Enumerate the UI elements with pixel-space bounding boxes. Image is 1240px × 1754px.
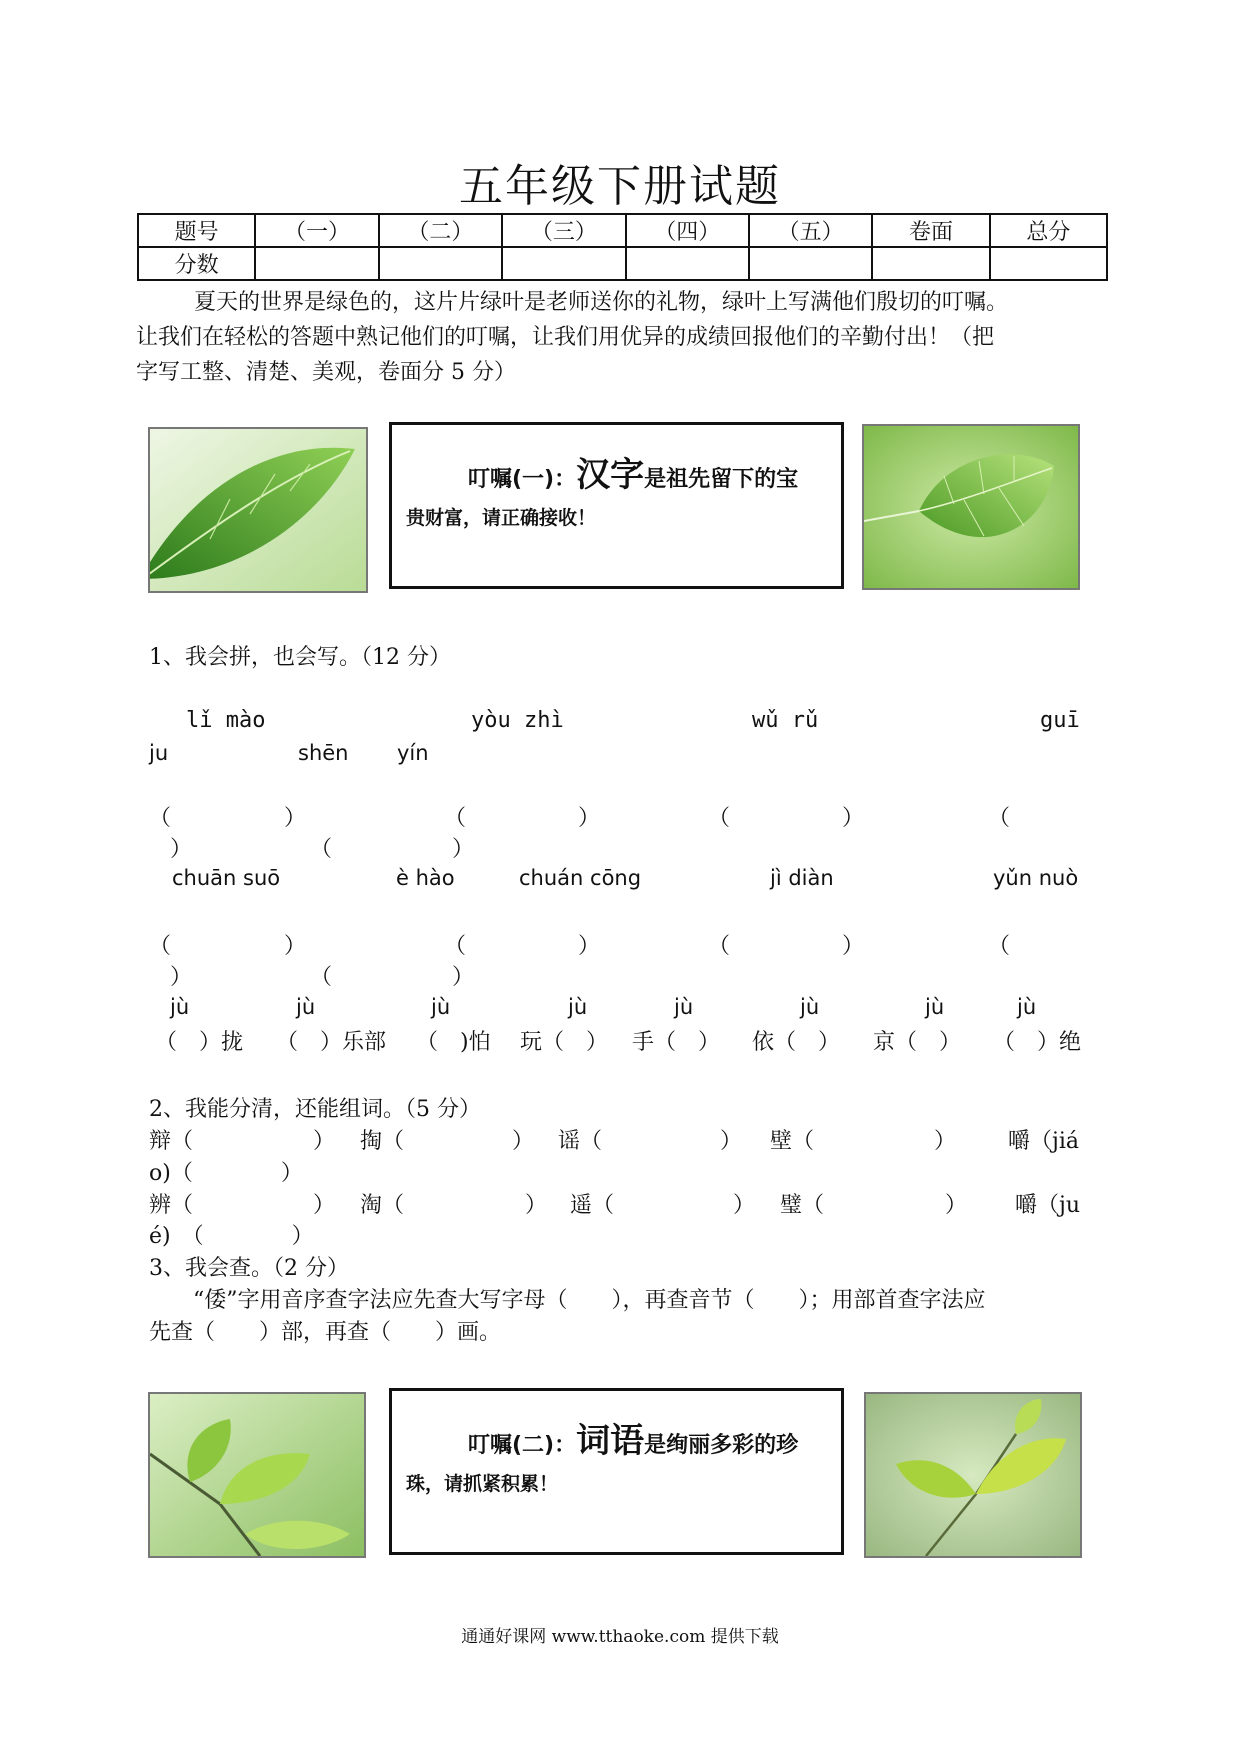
answer-close-paren: ） bbox=[578, 934, 601, 959]
question-1-title: 1、我会拼，也会写。（12 分） bbox=[149, 645, 451, 670]
tip-rest: 是祖先留下的宝 bbox=[644, 467, 799, 492]
word-item: o)（ ） bbox=[149, 1161, 303, 1186]
answer-close-paren: ） bbox=[284, 934, 307, 959]
pinyin: jù bbox=[296, 995, 316, 1019]
score-cell[interactable] bbox=[255, 247, 378, 280]
fill-blank: 依（ ） bbox=[752, 1030, 841, 1055]
pinyin: jù bbox=[800, 995, 820, 1019]
pinyin: jù bbox=[431, 995, 451, 1019]
intro-line: 字写工整、清楚、美观，卷面分 5 分） bbox=[136, 360, 516, 385]
pinyin: yǔn nuò bbox=[993, 866, 1079, 890]
intro-paragraph bbox=[136, 285, 1090, 390]
word-item: ） bbox=[720, 1129, 743, 1154]
tip-heading bbox=[468, 447, 798, 496]
answer-open-paren: （ bbox=[310, 965, 333, 990]
pinyin: jì diàn bbox=[770, 866, 834, 890]
question-3-text: 先查（ ）部，再查（ ）画。 bbox=[149, 1320, 502, 1345]
pinyin: guī bbox=[1040, 708, 1080, 733]
word-item: ） bbox=[733, 1193, 756, 1218]
word-item: 掏（ bbox=[360, 1129, 405, 1154]
score-table-score-row bbox=[138, 247, 1107, 280]
answer-open-paren: （ bbox=[310, 837, 333, 862]
word-item: 淘（ bbox=[360, 1193, 405, 1218]
answer-open-paren: （ bbox=[149, 806, 172, 831]
tip-line2: 贵财富，请正确接收！ bbox=[406, 507, 597, 529]
answer-open-paren: （ bbox=[708, 806, 731, 831]
word-item: é) （ ） bbox=[149, 1224, 314, 1249]
score-header-cell: 卷面 bbox=[872, 214, 989, 247]
score-cell[interactable] bbox=[379, 247, 502, 280]
tip-line2: 珠，请抓紧积累！ bbox=[406, 1473, 559, 1495]
pinyin: jù bbox=[674, 995, 694, 1019]
pinyin: chuān suō bbox=[172, 866, 281, 890]
fill-blank: 手（ ） bbox=[632, 1030, 721, 1055]
word-item: 壁（ bbox=[770, 1129, 815, 1154]
footer: 通通好课网 www.tthaoke.com 提供下载 bbox=[461, 1627, 779, 1647]
word-item: ） bbox=[934, 1129, 957, 1154]
word-item: 遥（ bbox=[570, 1193, 615, 1218]
tip-box-2 bbox=[389, 1388, 844, 1555]
score-cell[interactable] bbox=[626, 247, 749, 280]
answer-close-paren: ） bbox=[284, 806, 307, 831]
fill-blank: （ ）绝 bbox=[993, 1030, 1082, 1055]
score-cell[interactable] bbox=[502, 247, 625, 280]
pinyin: chuán cōng bbox=[519, 866, 642, 890]
score-header-cell: （五） bbox=[749, 214, 872, 247]
score-header-cell: 总分 bbox=[990, 214, 1107, 247]
score-cell[interactable] bbox=[872, 247, 989, 280]
page-title: 五年级下册试题 bbox=[459, 161, 781, 212]
leaf-icon bbox=[150, 1394, 364, 1556]
score-header-cell: （二） bbox=[379, 214, 502, 247]
leaf-icon bbox=[150, 429, 366, 591]
score-cell[interactable] bbox=[749, 247, 872, 280]
score-table bbox=[137, 213, 1108, 281]
leaf-photo-1 bbox=[148, 427, 368, 593]
score-header-cell: （一） bbox=[255, 214, 378, 247]
pinyin: jù bbox=[925, 995, 945, 1019]
answer-close-paren: ） bbox=[452, 837, 475, 862]
fill-blank: 京（ ） bbox=[873, 1030, 962, 1055]
tip-rest: 是绚丽多彩的珍 bbox=[644, 1433, 799, 1458]
score-row-label: 分数 bbox=[138, 247, 255, 280]
score-table-header-row bbox=[138, 214, 1107, 247]
score-cell[interactable] bbox=[990, 247, 1107, 280]
word-item: 辩（ bbox=[149, 1129, 194, 1154]
word-item: ） bbox=[945, 1193, 968, 1218]
leaf-photo-4 bbox=[864, 1392, 1082, 1558]
pinyin: è hào bbox=[396, 866, 455, 890]
word-item: 谣（ bbox=[558, 1129, 603, 1154]
answer-close-paren: ） bbox=[452, 965, 475, 990]
tip-prefix: 叮嘱(一)： bbox=[468, 467, 577, 492]
pinyin: shēn bbox=[298, 741, 349, 765]
fill-blank: 玩（ ） bbox=[520, 1030, 609, 1055]
answer-close-paren: ） bbox=[170, 965, 193, 990]
tip-prefix: 叮嘱(二)： bbox=[468, 1433, 577, 1458]
question-2-title: 2、我能分清，还能组词。（5 分） bbox=[149, 1097, 481, 1122]
tip-heading bbox=[468, 1413, 798, 1462]
word-item: ） bbox=[525, 1193, 548, 1218]
leaf-photo-2 bbox=[862, 424, 1080, 590]
pinyin: jù bbox=[170, 995, 190, 1019]
answer-close-paren: ） bbox=[578, 806, 601, 831]
word-item: 璧（ bbox=[780, 1193, 825, 1218]
intro-line: 让我们在轻松的答题中熟记他们的叮嘱，让我们用优异的成绩回报他们的辛勤付出！（把 bbox=[136, 325, 995, 350]
score-header-cell: 题号 bbox=[138, 214, 255, 247]
pinyin: yín bbox=[397, 741, 429, 765]
word-item: 辨（ bbox=[149, 1193, 194, 1218]
fill-blank: （ ）拢 bbox=[155, 1030, 244, 1055]
tip-keyword: 词语 bbox=[576, 1421, 645, 1461]
tip-keyword: 汉字 bbox=[576, 455, 645, 495]
score-header-cell: （三） bbox=[502, 214, 625, 247]
leaf-icon bbox=[864, 426, 1078, 588]
answer-open-paren: （ bbox=[708, 934, 731, 959]
pinyin: ju bbox=[149, 741, 169, 765]
answer-open-paren: （ bbox=[149, 934, 172, 959]
tip-box-1 bbox=[389, 422, 844, 589]
answer-close-paren: ） bbox=[842, 806, 865, 831]
pinyin: wǔ rǔ bbox=[752, 708, 819, 733]
leaf-icon bbox=[866, 1394, 1080, 1556]
word-item: ） bbox=[512, 1129, 535, 1154]
pinyin: jù bbox=[568, 995, 588, 1019]
answer-close-paren: ） bbox=[842, 934, 865, 959]
score-header-cell: （四） bbox=[626, 214, 749, 247]
answer-open-paren: （ bbox=[988, 806, 1011, 831]
word-item: ） bbox=[313, 1193, 336, 1218]
answer-open-paren: （ bbox=[444, 934, 467, 959]
word-item: 嚼（ju bbox=[1015, 1193, 1080, 1218]
pinyin: jù bbox=[1017, 995, 1037, 1019]
word-item: ） bbox=[313, 1129, 336, 1154]
question-3-text: “倭”字用音序查字法应先查大写字母（ ），再查音节（ ）；用部首查字法应 bbox=[193, 1288, 986, 1313]
answer-open-paren: （ bbox=[988, 934, 1011, 959]
pinyin: lǐ mào bbox=[186, 708, 266, 733]
intro-line: 夏天的世界是绿色的，这片片绿叶是老师送你的礼物，绿叶上写满他们殷切的叮嘱。 bbox=[194, 290, 1009, 315]
pinyin: yòu zhì bbox=[471, 708, 564, 733]
answer-close-paren: ） bbox=[170, 837, 193, 862]
fill-blank: （ )怕 bbox=[416, 1030, 491, 1055]
leaf-photo-3 bbox=[148, 1392, 366, 1558]
question-3-title: 3、我会查。（2 分） bbox=[149, 1256, 349, 1281]
word-item: 嚼（jiá bbox=[1008, 1129, 1079, 1154]
fill-blank: （ ）乐部 bbox=[276, 1030, 387, 1055]
answer-open-paren: （ bbox=[444, 806, 467, 831]
